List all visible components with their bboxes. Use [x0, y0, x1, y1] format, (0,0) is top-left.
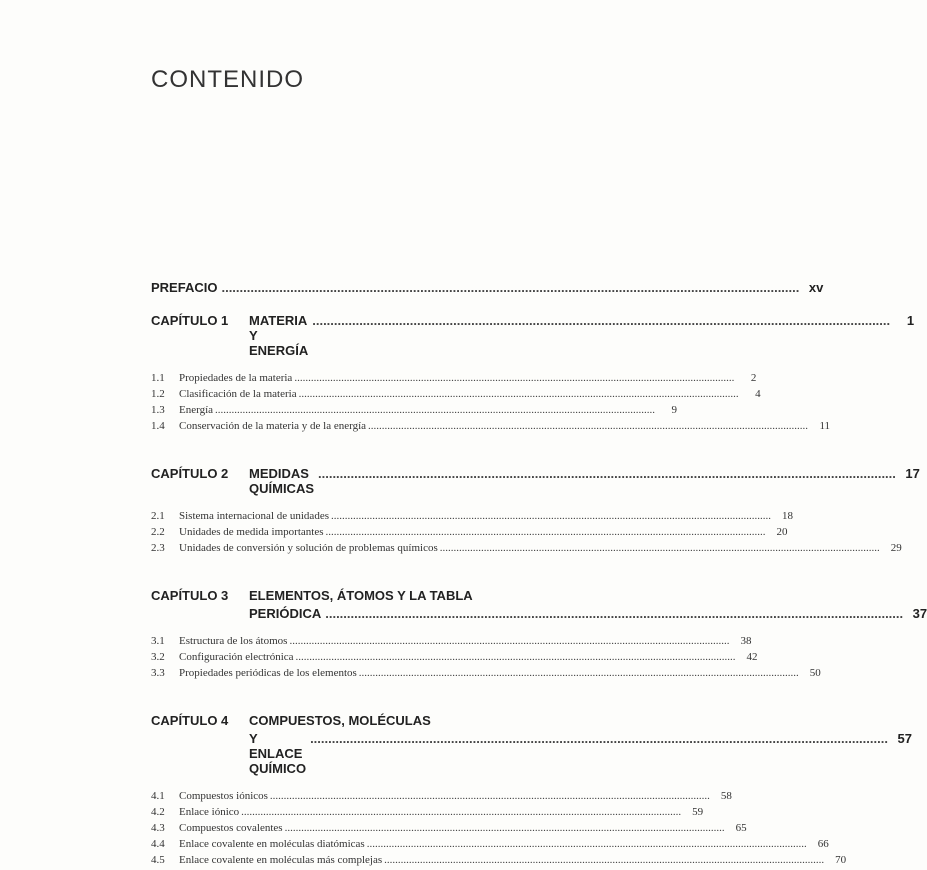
dot-leader: [270, 790, 710, 802]
section-list: [151, 372, 831, 436]
section-page: 50: [809, 667, 821, 679]
dot-leader: [310, 731, 888, 746]
dot-leader: [368, 420, 808, 432]
section-number: 2.2: [151, 526, 165, 538]
section-entry: [151, 510, 793, 526]
section-number: 4.4: [151, 838, 165, 850]
dot-leader: [299, 388, 739, 400]
preface-page: xv: [808, 280, 824, 295]
section-entry: [151, 790, 732, 806]
section-entry: [151, 822, 747, 838]
chapter-page: 1: [906, 313, 915, 328]
dot-leader: [367, 838, 807, 850]
chapter-title-line: MATERIA Y ENERGÍA: [249, 313, 309, 358]
section-page: 20: [776, 526, 788, 538]
chapter-3: [151, 588, 927, 683]
section-title: Configuración electrónica: [179, 651, 294, 663]
section-page: 70: [835, 854, 847, 866]
dot-leader: [296, 651, 736, 663]
section-page: 29: [890, 542, 902, 554]
section-number: 1.4: [151, 420, 165, 432]
dot-leader: [326, 526, 766, 538]
section-title: Propiedades de la materia: [179, 372, 293, 384]
dot-leader: [241, 806, 681, 818]
chapter-number: CAPÍTULO 3: [151, 588, 229, 603]
section-entry: [151, 854, 847, 870]
chapter-1: [151, 313, 915, 436]
section-number: 2.1: [151, 510, 165, 522]
section-number: 1.3: [151, 404, 165, 416]
chapter-heading: [151, 466, 920, 496]
section-page: 38: [740, 635, 752, 647]
section-entry: [151, 635, 752, 651]
section-title: Enlace covalente en moléculas diatómicas: [179, 838, 365, 850]
chapter-list: [151, 313, 927, 870]
dot-leader: [215, 404, 655, 416]
chapter-4: [151, 713, 912, 870]
section-entry: [151, 651, 758, 667]
dot-leader: [312, 313, 890, 328]
section-entry: [151, 388, 761, 404]
section-list: [151, 635, 821, 683]
chapter-page: 37: [912, 606, 927, 621]
section-entry: [151, 838, 829, 854]
section-page: 59: [692, 806, 704, 818]
dot-leader: [294, 372, 734, 384]
chapter-title-line: ELEMENTOS, ÁTOMOS Y LA TABLA: [249, 588, 473, 603]
section-title: Compuestos covalentes: [179, 822, 283, 834]
chapter-page: 57: [897, 731, 912, 746]
chapter-number: CAPÍTULO 4: [151, 713, 229, 728]
section-number: 1.1: [151, 372, 165, 384]
chapter-heading: [151, 713, 912, 776]
table-of-contents: [151, 280, 927, 870]
chapter-number: CAPÍTULO 2: [151, 466, 229, 481]
section-title: Conservación de la materia y de la energía: [179, 420, 367, 432]
section-entry: [151, 806, 704, 822]
chapter-title-line: Y ENLACE QUÍMICO: [249, 731, 307, 776]
section-number: 3.2: [151, 651, 165, 663]
section-page: 11: [819, 420, 831, 432]
section-page: 65: [735, 822, 747, 834]
section-page: 58: [720, 790, 732, 802]
section-number: 4.1: [151, 790, 165, 802]
section-number: 2.3: [151, 542, 165, 554]
dot-leader: [331, 510, 771, 522]
section-page: 9: [671, 404, 678, 416]
preface-entry: [151, 280, 824, 295]
dot-leader: [285, 822, 725, 834]
dot-leader: [384, 854, 824, 866]
section-title: Enlace covalente en moléculas más complejas: [179, 854, 383, 866]
section-number: 3.3: [151, 667, 165, 679]
dot-leader: [318, 466, 896, 481]
chapter-page: 17: [905, 466, 920, 481]
chapter-2: [151, 466, 920, 558]
dot-leader: [325, 606, 903, 621]
section-number: 1.2: [151, 388, 165, 400]
dot-leader: [221, 280, 799, 295]
section-number: 4.2: [151, 806, 165, 818]
section-title: Energía: [179, 404, 214, 416]
chapter-number: CAPÍTULO 1: [151, 313, 229, 328]
section-entry: [151, 420, 831, 436]
preface-label: PREFACIO: [151, 280, 218, 295]
section-title: Enlace iónico: [179, 806, 240, 818]
dot-leader: [289, 635, 729, 647]
chapter-heading: [151, 588, 927, 621]
chapter-title-line: COMPUESTOS, MOLÉCULAS: [249, 713, 431, 728]
section-title: Estructura de los átomos: [179, 635, 288, 647]
section-page: 18: [781, 510, 793, 522]
section-number: 3.1: [151, 635, 165, 647]
section-page: 2: [750, 372, 757, 384]
section-entry: [151, 404, 678, 420]
dot-leader: [440, 542, 880, 554]
section-entry: [151, 526, 788, 542]
section-title: Propiedades periódicas de los elementos: [179, 667, 357, 679]
section-entry: [151, 667, 821, 683]
chapter-title-line: MEDIDAS QUÍMICAS: [249, 466, 314, 496]
section-title: Unidades de medida importantes: [179, 526, 324, 538]
section-entry: [151, 372, 757, 388]
section-list: [151, 790, 847, 870]
dot-leader: [359, 667, 799, 679]
section-title: Compuestos iónicos: [179, 790, 268, 802]
section-page: 4: [755, 388, 761, 400]
chapter-heading: [151, 313, 915, 358]
section-page: 42: [746, 651, 758, 663]
section-page: 66: [817, 838, 829, 850]
section-entry: [151, 542, 902, 558]
page-title: CONTENIDO: [151, 66, 304, 93]
section-title: Sistema internacional de unidades: [179, 510, 329, 522]
section-list: [151, 510, 902, 558]
section-number: 4.3: [151, 822, 165, 834]
section-number: 4.5: [151, 854, 165, 866]
section-title: Clasificación de la materia: [179, 388, 297, 400]
chapter-title-line: PERIÓDICA: [249, 606, 322, 621]
section-title: Unidades de conversión y solución de problemas químicos: [179, 542, 438, 554]
